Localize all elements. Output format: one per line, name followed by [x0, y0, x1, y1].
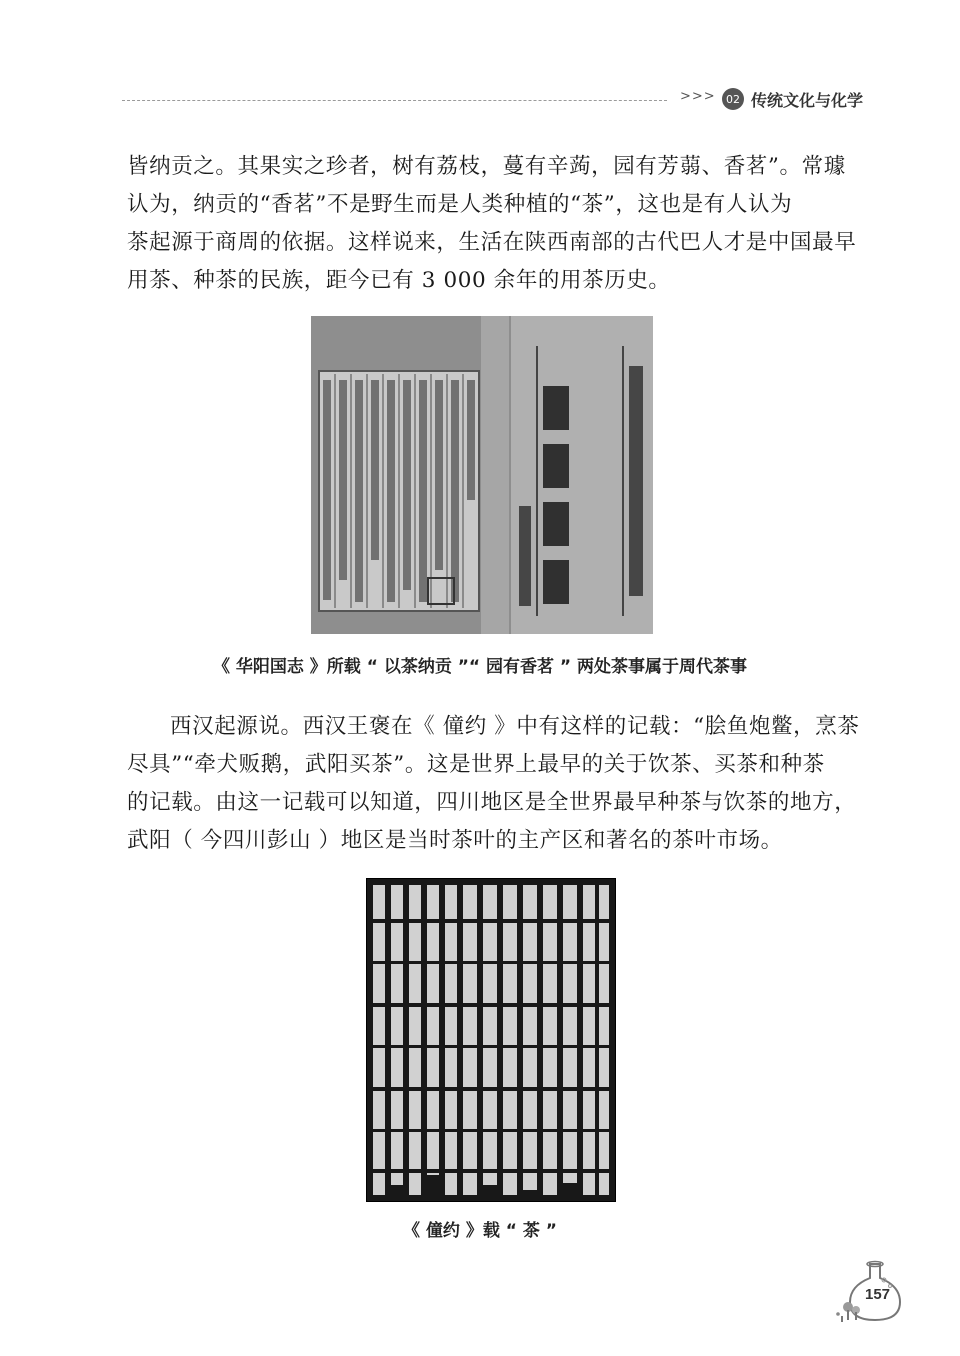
huayang-guozhi-book-photo	[311, 316, 653, 634]
text-line: 西汉起源说。西汉王褒在《 僮约 》中有这样的记载：“脍鱼炮鳖，烹茶	[170, 714, 860, 739]
text-line: 皆纳贡之。其果实之珍者，树有荔枝，蔓有辛蒟，园有芳蒻、香茗”。常璩	[127, 154, 846, 179]
figure-1-caption: 《 华阳国志 》所载 “ 以茶纳贡 ”“ 园有香茗 ” 两处茶事属于周代茶事	[212, 657, 748, 677]
header-divider	[122, 100, 667, 101]
text-line: 茶起源于商周的依据。这样说来，生活在陕西南部的古代巴人才是中国最早	[127, 230, 857, 255]
chapter-title: 传统文化与化学	[751, 91, 864, 110]
text-line: 武阳（ 今四川彭山 ）地区是当时茶叶的主产区和著名的茶叶市场。	[127, 828, 783, 853]
chapter-number-badge: 02	[722, 88, 744, 110]
header-arrows: >>>	[680, 89, 716, 104]
tong-yue-text-rubbing	[366, 878, 616, 1202]
text-line: 的记载。由这一记载可以知道，四川地区是全世界最早种茶与饮茶的地方，	[127, 790, 857, 815]
page-number: 157	[865, 1286, 891, 1303]
text-line: 尽具”“牵犬贩鹅，武阳买茶”。这是世界上最早的关于饮茶、买茶和种茶	[127, 752, 825, 777]
text-line: 认为，纳贡的“香茗”不是野生而是人类种植的“茶”，这也是有人认为	[127, 192, 793, 217]
paragraph-2	[127, 708, 860, 860]
figure-2-caption: 《 僮约 》载 “ 茶 ”	[403, 1221, 557, 1241]
paragraph-1	[127, 148, 857, 300]
text-line: 用茶、种茶的民族，距今已有 3 000 余年的用茶历史。	[127, 268, 671, 293]
